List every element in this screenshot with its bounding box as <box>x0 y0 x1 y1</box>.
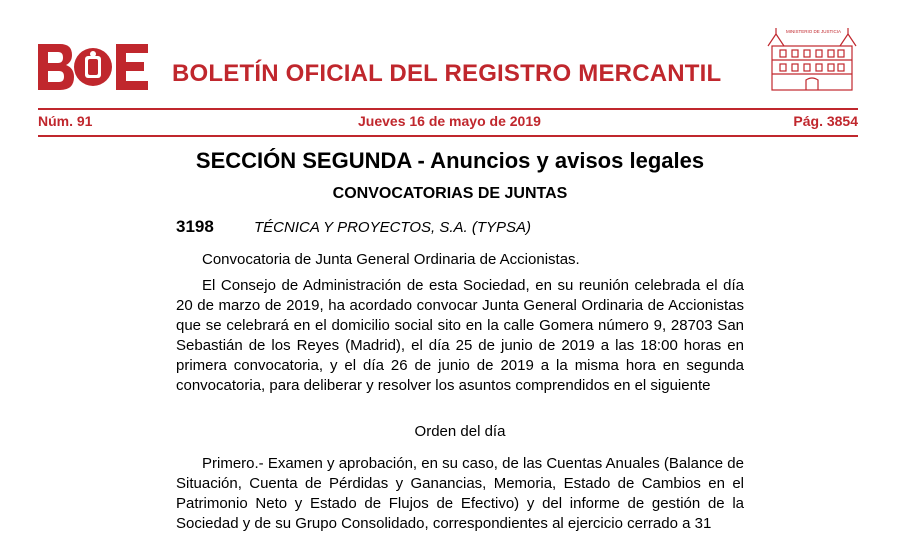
agenda-item-first: Primero.- Examen y aprobación, en su caso, de las Cuentas Anuales (Balance de Situación, Cuenta de Pérdidas y Ganancias, Memoria, Estado de Cambios en el Patrimonio Neto y Estado de Flujos de Efectivo) y del informe de gestión de la Sociedad y de su Grupo Consolidado, correspondientes al ejercicio cerrado a 31 <box>176 455 744 532</box>
subsection-title: CONVOCATORIAS DE JUNTAS <box>332 185 568 202</box>
page-header <box>0 0 900 110</box>
ministry-of-justice-icon <box>766 26 858 92</box>
registry-title: BOLETÍN OFICIAL DEL REGISTRO MERCANTIL <box>172 60 722 87</box>
agenda-title: Orden del día <box>414 423 506 440</box>
issue-number: Núm. 91 <box>38 113 93 129</box>
section-title: SECCIÓN SEGUNDA - Anuncios y avisos legales <box>195 148 705 173</box>
header-rule-top <box>38 108 858 110</box>
boe-logo-icon <box>38 44 148 90</box>
body-paragraph: El Consejo de Administración de esta Sociedad, en su reunión celebrada el día 20 de marzo de 2019, ha acordado convocar Junta General Ordinaria de Accionistas que se celebrará en el domicilio social sito en la calle Gomera número 9, 28703 San Sebastián de los Reyes (Madrid), el día 25 de junio de 2019 a las 18:00 horas en primera convocatoria, y el día 26 de junio de 2019 a la misma hora en segunda convocatoria, para deliberar y resolver los asuntos comprendidos en el siguiente <box>176 277 744 394</box>
ministry-label: MINISTERIO DE JUSTICIA <box>786 29 842 34</box>
company-name: TÉCNICA Y PROYECTOS, S.A. (TYPSA) <box>254 219 532 236</box>
issue-date: Jueves 16 de mayo de 2019 <box>358 113 541 129</box>
announcement-number: 3198 <box>176 217 214 236</box>
page-number: Pág. 3854 <box>793 113 858 129</box>
header-rule-bottom <box>38 135 858 137</box>
issue-meta-row <box>38 113 858 133</box>
intro-paragraph: Convocatoria de Junta General Ordinaria de Accionistas. <box>202 251 580 268</box>
